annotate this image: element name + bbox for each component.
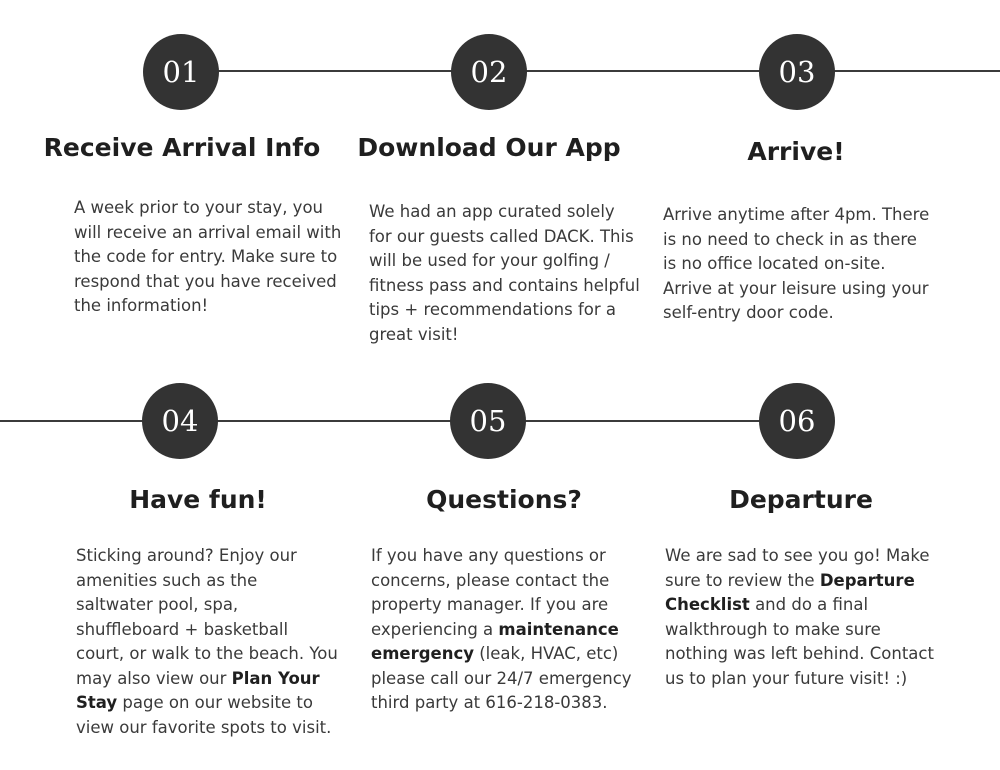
step-number: 06: [778, 404, 816, 438]
step-number: 03: [778, 55, 816, 89]
step-title-departure: Departure: [729, 485, 873, 514]
step-description-2: [369, 200, 641, 347]
step-description-4: [76, 544, 338, 740]
step-number-badge-05: [450, 383, 526, 459]
body-text: Sticking around? Enjoy our amenities such as the saltwater pool, spa, shuffleboard + basketball court, or walk to the beach. You may also view our: [76, 546, 338, 688]
step-number: 02: [470, 55, 508, 89]
step-description-3: [663, 203, 935, 326]
step-number: 04: [161, 404, 199, 438]
body-text: (leak, HVAC, etc) please call our 24/7 emergency third party at 616-218-0383.: [371, 644, 632, 712]
body-text: Arrive anytime after 4pm. There is no need to check in as there is no office located on-site. Arrive at your leisure using your self-entry door code.: [663, 205, 930, 322]
body-text: A week prior to your stay, you will receive an arrival email with the code for entry. Make sure to respond that you have received the information!: [74, 198, 342, 315]
step-description-6: [665, 544, 935, 691]
timeline-line-bottom: [0, 420, 797, 422]
step-description-5: [371, 544, 641, 716]
step-title-have-fun: Have fun!: [129, 485, 267, 514]
step-title-arrive: Arrive!: [747, 137, 845, 166]
body-text: We are sad to see you go! Make sure to review the: [665, 546, 930, 590]
step-description-1: [74, 196, 346, 319]
step-title-receive-arrival-info: Receive Arrival Info: [43, 133, 321, 162]
body-text: If you have any questions or concerns, please contact the property manager. If you are experiencing a: [371, 546, 610, 639]
body-text: We had an app curated solely for our guests called DACK. This will be used for your golfing / fitness pass and contains helpful tips + recommendations for a great visit!: [369, 202, 640, 344]
step-number-badge-01: [143, 34, 219, 110]
step-title-download-our-app: Download Our App: [357, 133, 621, 162]
timeline-line-top: [180, 70, 1000, 72]
step-number-badge-06: [759, 383, 835, 459]
body-text: page on our website to view our favorite spots to visit.: [76, 693, 332, 737]
emphasis-text: maintenance emergency: [371, 619, 619, 663]
step-number-badge-04: [142, 383, 218, 459]
step-number-badge-03: [759, 34, 835, 110]
step-number: 05: [469, 404, 507, 438]
body-text: and do a final walkthrough to make sure nothing was left behind. Contact us to plan your future visit! :): [665, 595, 934, 688]
step-number: 01: [162, 55, 200, 89]
emphasis-text: Departure Checklist: [665, 570, 915, 614]
step-number-badge-02: [451, 34, 527, 110]
step-title-questions: Questions?: [426, 485, 582, 514]
emphasis-text: Plan Your Stay: [76, 668, 320, 712]
